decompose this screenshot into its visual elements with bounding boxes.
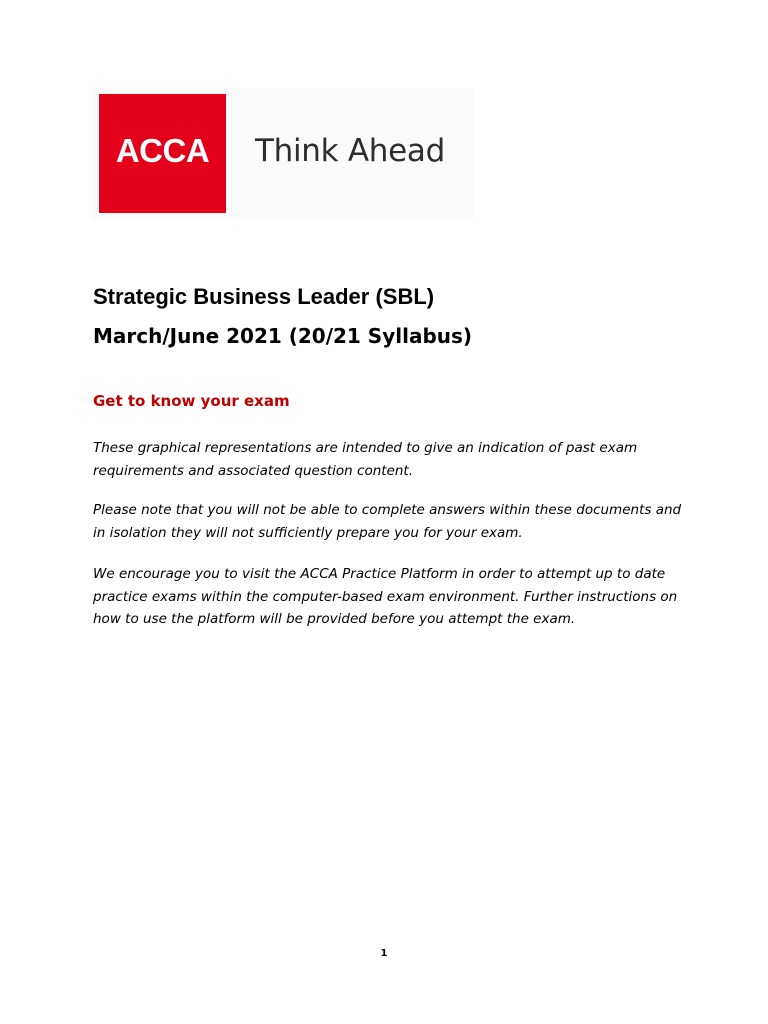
document-title: Strategic Business Leader (SBL) (93, 284, 435, 309)
acca-logo (99, 94, 226, 213)
section-heading: Get to know your exam (93, 392, 290, 410)
note-paragraph: Please note that you will not be able to complete answers within these documents and in isolation they will not sufficiently prepare you for your exam. (93, 502, 682, 541)
practice-platform-paragraph: We encourage you to visit the ACCA Practice Platform in order to attempt up to date practice exams within the computer-based exam environment. Further instructions on how to use the platform will be provided before you attempt the exam. (93, 566, 678, 627)
acca-logo-text: ACCA (115, 132, 210, 169)
page-number: 1 (380, 948, 388, 959)
intro-paragraph: These graphical representations are intended to give an indication of past exam requirements and associated question content. (93, 440, 638, 479)
logo-tagline: Think Ahead (255, 133, 445, 169)
document-subtitle: March/June 2021 (20/21 Syllabus) (93, 324, 473, 348)
